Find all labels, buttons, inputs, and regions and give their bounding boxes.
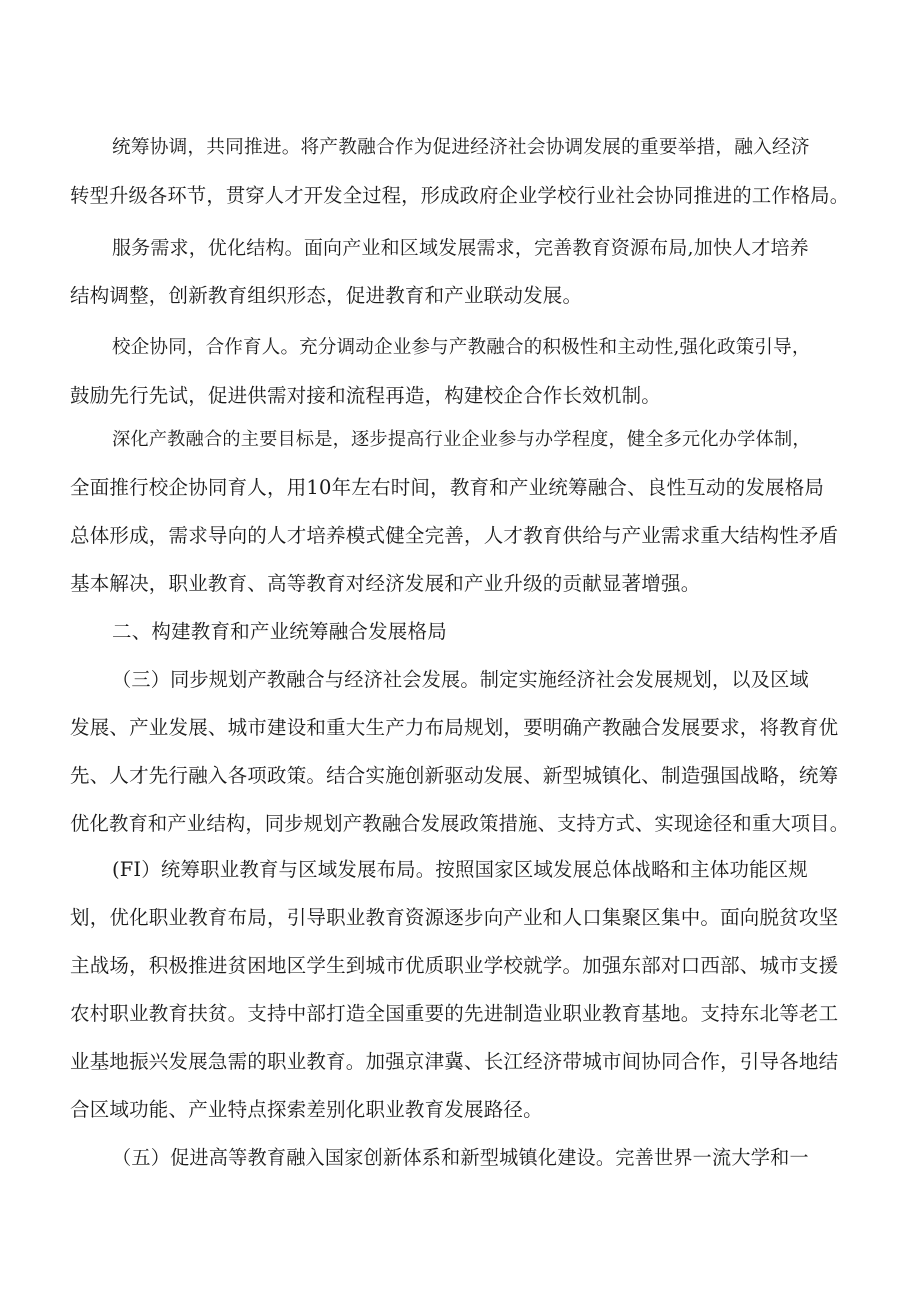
text-line: 主战场，积极推进贫困地区学生到城市优质职业学校就学。加强东部对口西部、城市支援: [70, 954, 839, 977]
paragraph-school-enterprise: [70, 324, 850, 420]
text-line: 合区域功能、产业特点探索差别化职业教育发展路径。: [70, 1098, 543, 1121]
text-line: 基本解决，职业教育、高等教育对经济发展和产业升级的贡献显著增强。: [70, 572, 701, 595]
text-line: 校企协同，合作育人。充分调动企业参与产教融合的积极性和主动性,强化政策引导，: [112, 337, 811, 358]
paragraph-section-5: [70, 1134, 850, 1182]
paragraph-section-4: [70, 846, 850, 1134]
text-line: 全面推行校企协同育人，用10年左右时间，教育和产业统筹融合、良性互动的发展格局: [70, 476, 825, 499]
text-line: (FI）统筹职业教育与区域发展布局。按照国家区域发展总体战略和主体功能区规: [112, 858, 808, 881]
text-line: 统筹协调，共同推进。将产教融合作为促进经济社会协调发展的重要举措，融入经济: [112, 137, 810, 158]
section-heading-2: [70, 608, 850, 656]
paragraph-service-demand: [70, 224, 850, 320]
text-line: 发展、产业发展、城市建设和重大生产力布局规划，要明确产教融合发展要求，将教育优: [70, 716, 839, 739]
text-line: 业基地振兴发展急需的职业教育。加强京津冀、长江经济带城市间协同合作，引导各地结: [70, 1050, 839, 1073]
section-heading-text: 二、构建教育和产业统筹融合发展格局: [112, 620, 447, 643]
text-line: （五）促进高等教育融入国家创新体系和新型城镇化建设。完善世界一流大学和一: [112, 1146, 809, 1169]
paragraph-coordination: [70, 124, 850, 220]
paragraph-section-3: [70, 656, 850, 848]
text-line: 服务需求，优化结构。面向产业和区域发展需求，完善教育资源布局,加快人才培养: [112, 237, 809, 259]
text-line: 总体形成，需求导向的人才培养模式健全完善，人才教育供给与产业需求重大结构性矛盾: [70, 524, 839, 547]
paragraph-main-goals: [70, 416, 850, 608]
text-line: 先、人才先行融入各项政策。结合实施创新驱动发展、新型城镇化、制造强国战略，统筹: [70, 764, 839, 787]
text-line: 转型升级各环节，贯穿人才开发全过程，形成政府企业学校行业社会协同推进的工作格局。: [70, 184, 850, 207]
text-line: 结构调整，创新教育组织形态，促进教育和产业联动发展。: [70, 284, 583, 307]
text-line: 深化产教融合的主要目标是，逐步提高行业企业参与办学程度，健全多元化办学体制，: [112, 429, 811, 450]
text-line: （三）同步规划产教融合与经济社会发展。制定实施经济社会发展规划，以及区域: [112, 668, 809, 691]
text-line: 农村职业教育扶贫。支持中部打造全国重要的先进制造业职业教育基地。支持东北等老工: [70, 1002, 839, 1025]
text-line: 优化教育和产业结构，同步规划产教融合发展政策措施、支持方式、实现途径和重大项目。: [70, 812, 850, 835]
text-line: 鼓励先行先试，促进供需对接和流程再造，构建校企合作长效机制。: [70, 384, 662, 407]
text-line: 划，优化职业教育布局，引导职业教育资源逐步向产业和人口集聚区集中。面向脱贫攻坚: [70, 906, 839, 929]
